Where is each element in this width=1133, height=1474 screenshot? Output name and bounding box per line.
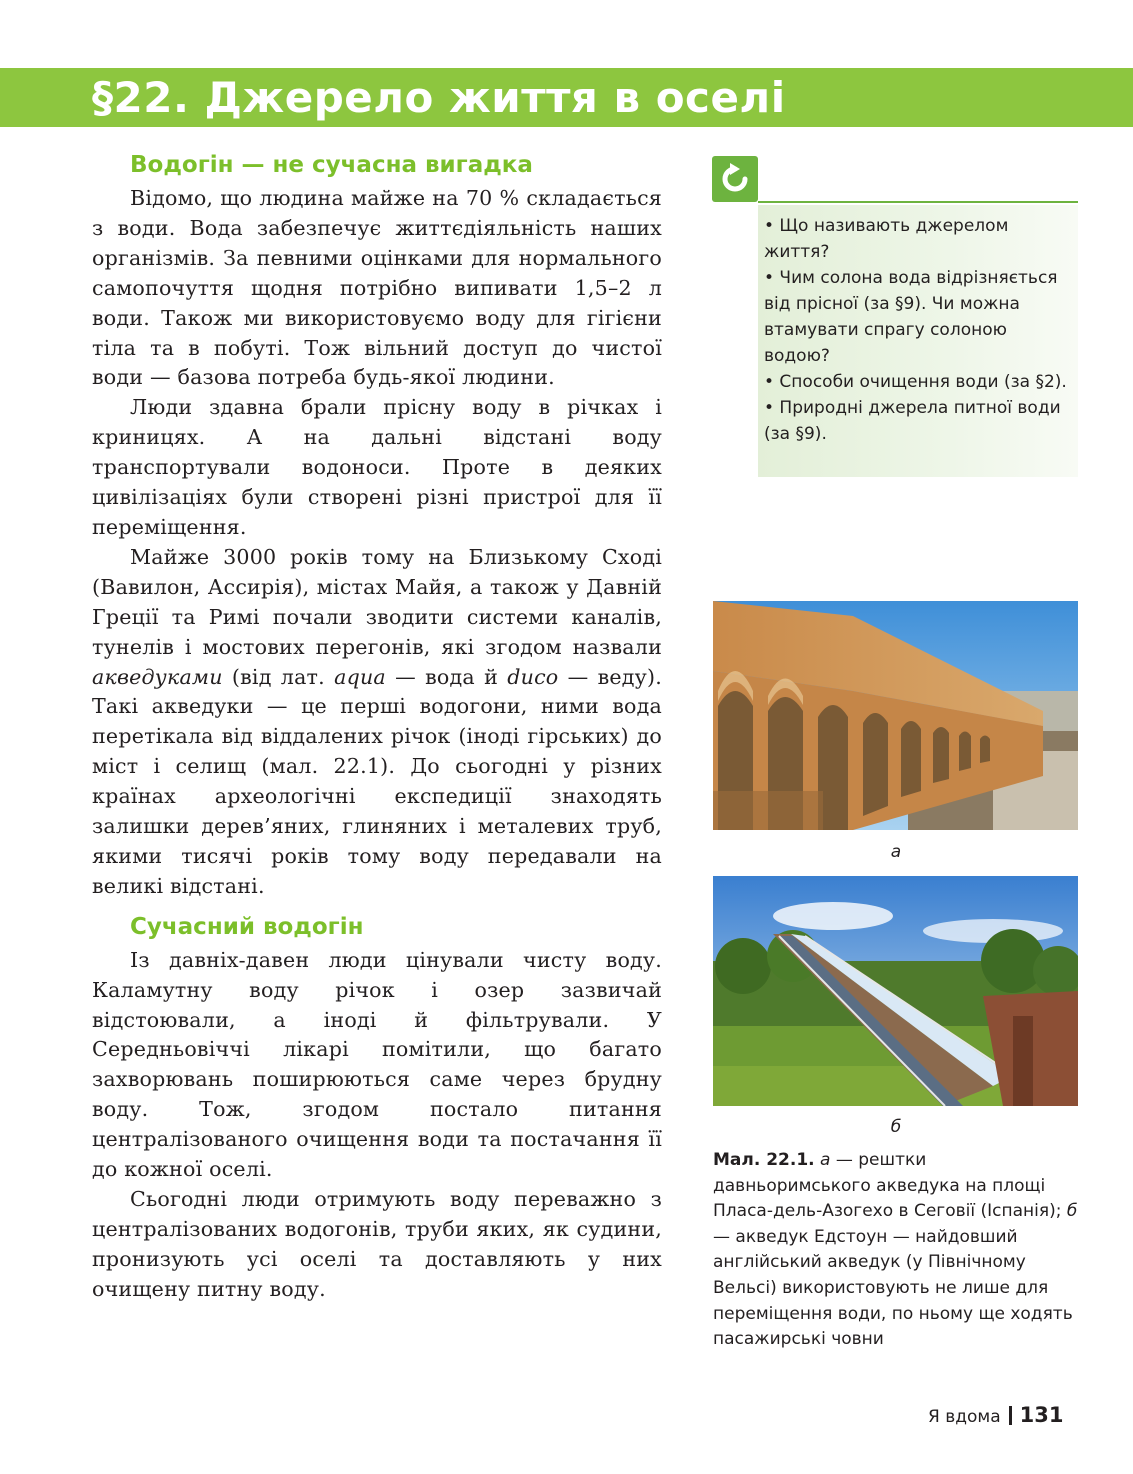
term-duco: duco — [507, 664, 559, 689]
review-list — [758, 205, 1078, 447]
footer-separator — [1009, 1406, 1012, 1425]
paragraph-2: Люди здавна брали прісну воду в річках і криницях. А на дальні відстані воду транспортували водоноси. Проте в деяких цивілізаціях були створені різні пристрої для її переміщення. — [92, 395, 662, 539]
photo-label-b: б — [890, 1117, 902, 1137]
review-item: • Що називають джерелом життя? — [764, 216, 1009, 262]
section-heading-ancient: Водогін — не сучасна вигадка — [130, 152, 533, 178]
figure-caption: Мал. 22.1. а — рештки давньоримського акведука на площі Пласа-дель-Азогехо в Сеговії (Іспанія); б — акведук Едстоун — найдовший англійський акведук (у Північному Вельсі) використовують не лише для переміщення води, по ньому ще ходять пасажирські човни — [713, 1150, 1078, 1350]
review-item: • Природні джерела питної води (за §9). — [764, 398, 1061, 444]
paragraph-4: Із давніх-давен люди цінували чисту воду. Каламутну воду річок і озер зазвичай відстоювали, а іноді й фільтрували. У Середньовіччі лікарі помітили, що багато захворювань поширюються саме через брудну воду. Тож, згодом постало питання централізованого очищення води та постачання її до кожної оселі. — [92, 947, 662, 1182]
photo-label-a: а — [890, 842, 902, 862]
main-text-column — [92, 150, 662, 1305]
paragraph-1: Відомо, що людина майже на 70 % складається з води. Вода забезпечує життєдіяльність наших організмів. За певними оцінками для нормального самопочуття щодня потрібно випивати 1,5–2 л води. Також ми використовуємо воду для гігієни тіла та в побуті. Тож вільний доступ до чистої води — базова потреба будь-якої людини. — [92, 186, 662, 390]
figure-number: Мал. 22.1. — [713, 1150, 815, 1170]
paragraph-5: Сьогодні люди отримують воду переважно з централізованих водогонів, труби яких, як судини, пронизують усі оселі та доставляють у них очищену питну воду. — [92, 1187, 662, 1301]
term-aqua: aqua — [334, 664, 386, 689]
page-footer — [928, 1400, 1063, 1432]
review-item: • Способи очищення води (за §2). — [764, 372, 1067, 392]
review-item: • Чим солона вода відрізняється від прісної (за §9). Чи можна втамувати спрагу солоною водою? — [764, 268, 1058, 366]
review-arrow-icon — [712, 156, 758, 202]
paragraph-3: Майже 3000 років тому на Близькому Сході (Вавилон, Ассирія), містах Майя, а також у Давній Греції та Римі почали зводити системи каналів, тунелів і мостових перегонів, які згодом назвали акведуками (від лат. aqua — вода й duco — веду). Такі акведуки — це перші водогони, ними вода перетікала від віддалених річок (іноді гірських) до міст і селищ (мал. 22.1). До сьогодні у різних країнах археологічні експедиції знаходять залишки дерев’яних, глиняних і металевих труб, якими тисячі років тому воду передавали на великі відстані. — [92, 544, 662, 898]
photo-segovia-aqueduct — [713, 601, 1078, 830]
title-bar — [0, 68, 1133, 127]
section-heading-modern: Сучасний водогін — [130, 913, 364, 940]
photo-edstone-aqueduct — [713, 876, 1078, 1106]
page-title: §22. Джерело життя в оселі — [92, 73, 786, 122]
footer-section-name: Я вдома — [928, 1407, 1001, 1427]
term-aqueducts: акведуками — [92, 664, 223, 689]
page-number: 131 — [1019, 1403, 1064, 1427]
review-questions-box — [758, 205, 1078, 477]
review-divider — [758, 201, 1078, 203]
